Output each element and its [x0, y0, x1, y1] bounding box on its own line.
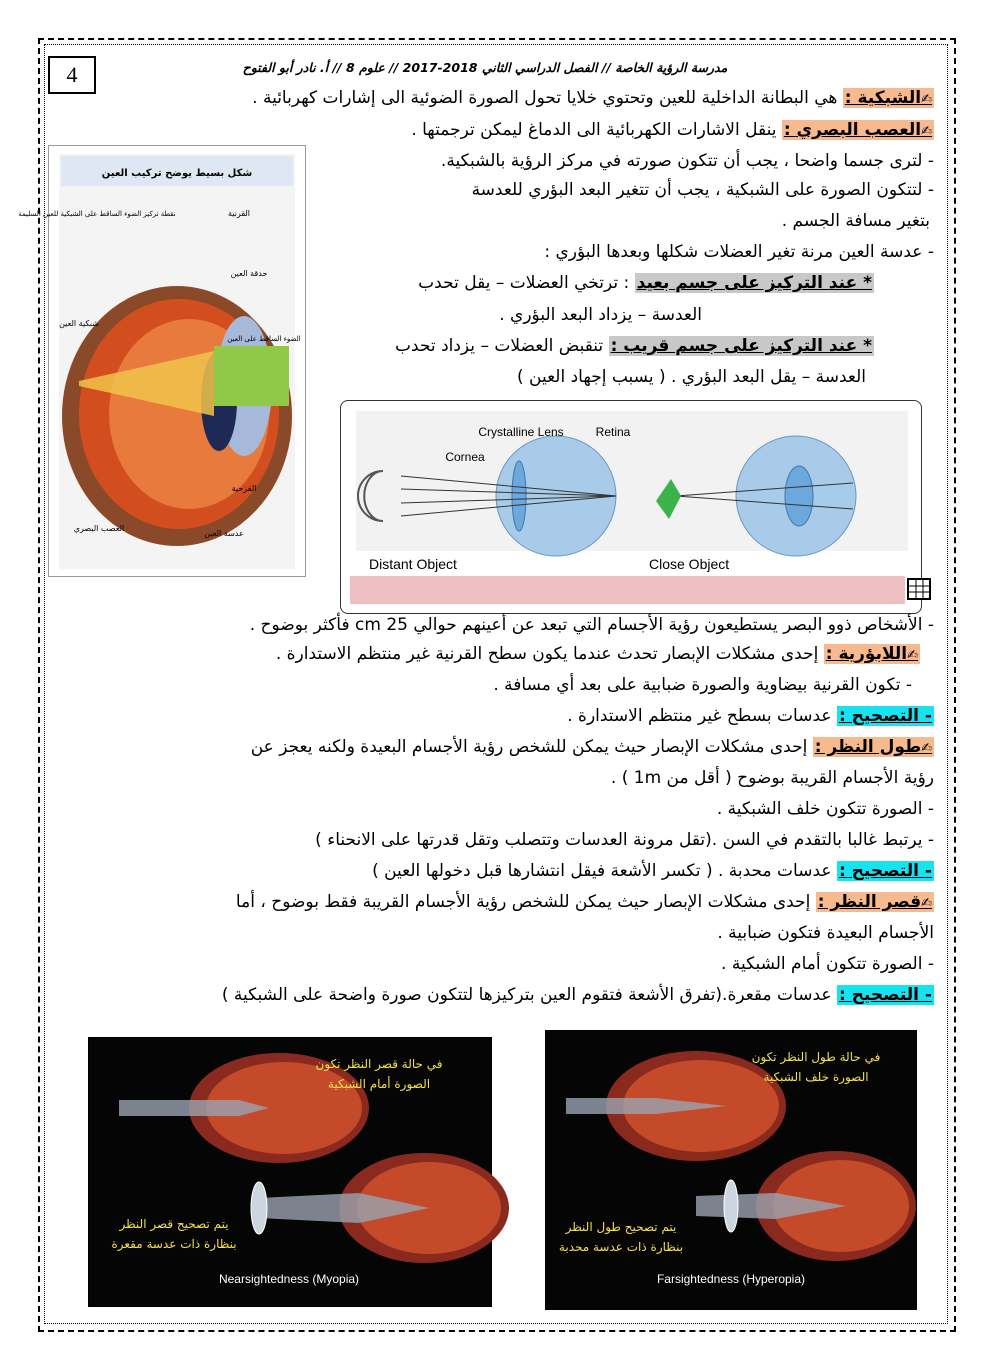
- svg-text:في حالة طول النظر تكون: في حالة طول النظر تكون: [751, 1050, 881, 1064]
- svg-text:في حالة قصر النظر تكون: في حالة قصر النظر تكون: [315, 1057, 443, 1071]
- svg-text:شبكية العين: شبكية العين: [59, 319, 99, 328]
- page-number: 4: [48, 56, 96, 94]
- pen-icon: ✍: [921, 896, 932, 911]
- text-line: - يرتبط غالبا بالتقدم في السن .(تقل مرونة العدسات وتتصلب وتقل قدرتها على الانحناء ): [315, 830, 934, 850]
- near-focus-line: * عند التركيز على جسم قريب : تنقبض العضلات – يزداد تحدب: [395, 336, 872, 356]
- astigmatism-definition: ✍اللابؤرية : إحدى مشكلات الإبصار تحدث عندما يكون سطح القرنية غير منتظم الاستدارة .: [275, 644, 918, 664]
- text-line: - تكون القرنية بيضاوية والصورة ضبابية على بعد أي مسافة .: [493, 675, 912, 695]
- retina-term: ✍الشبكية :: [844, 88, 932, 108]
- svg-text:حدقة العين: حدقة العين: [230, 269, 268, 278]
- svg-text:الصورة أمام الشبكية: الصورة أمام الشبكية: [327, 1077, 431, 1091]
- svg-text:الصورة خلف الشبكية: الصورة خلف الشبكية: [763, 1070, 869, 1084]
- optic-nerve-text: ينقل الاشارات الكهربائية الى الدماغ ليمكن ترجمتها .: [411, 120, 782, 140]
- myopia-definition: ✍قصر النظر : إحدى مشكلات الإبصار حيث يمكن للشخص رؤية الأجسام القريبة فقط بوضوح ، أما: [235, 892, 932, 912]
- section-banner: [350, 576, 905, 604]
- pen-icon: ✍: [921, 741, 932, 756]
- optic-nerve-term: ✍العصب البصري :: [783, 120, 932, 140]
- svg-text:العصب البصري: العصب البصري: [73, 524, 125, 533]
- text-line: - الأشخاص ذوو البصر يستطيعون رؤية الأجسام التي تبعد عن أعينهم حوالي 25 cm فأكثر بوضوح .: [249, 615, 934, 635]
- correction-label: - التصحيح :: [838, 985, 932, 1005]
- myopia-term: ✍قصر النظر :: [817, 892, 932, 912]
- svg-text:Nearsightedness (Myopia): Nearsightedness (Myopia): [218, 1272, 360, 1286]
- correction-label: - التصحيح :: [838, 861, 932, 881]
- svg-text:القزحية: القزحية: [231, 484, 257, 493]
- text-line: العدسة – يقل البعد البؤري . ( يسبب إجهاد العين ): [517, 367, 866, 387]
- text-line: - عدسة العين مرنة تغير العضلات شكلها وبعدها البؤري :: [544, 242, 934, 262]
- svg-text:Cornea: Cornea: [445, 450, 485, 464]
- svg-text:القرنية: القرنية: [227, 209, 251, 218]
- table-icon: [907, 578, 931, 600]
- text-line: - لترى جسما واضحا ، يجب أن تتكون صورته في مركز الرؤية بالشبكية.: [440, 151, 934, 171]
- svg-text:Crystalline Lens: Crystalline Lens: [478, 425, 564, 439]
- far-focus-line: * عند التركيز على جسم بعيد : ترتخي العضلات – يقل تحدب: [418, 273, 872, 293]
- retina-text: هي البطانة الداخلية للعين وتحتوي خلايا تحول الصورة الضوئية الى إشارات كهربائية .: [252, 88, 843, 108]
- pen-icon: ✍: [907, 648, 918, 663]
- correction-label: - التصحيح :: [838, 706, 932, 726]
- astigmatism-term: ✍اللابؤرية :: [825, 644, 918, 664]
- text-line: العدسة – يزداد البعد البؤري .: [499, 305, 702, 325]
- svg-text:يتم تصحيح طول النظر: يتم تصحيح طول النظر: [565, 1220, 677, 1234]
- svg-text:Retina: Retina: [595, 425, 631, 439]
- text-line: رؤية الأجسام القريبة بوضوح ( أقل من 1m ) .: [610, 768, 934, 788]
- myopia-figure: [88, 1037, 492, 1307]
- near-focus-term: * عند التركيز على جسم قريب :: [610, 336, 872, 356]
- svg-text:بنظارة ذات عدسة محدبة: بنظارة ذات عدسة محدبة: [558, 1240, 684, 1254]
- svg-text:بنظارة ذات عدسة مقعرة: بنظارة ذات عدسة مقعرة: [111, 1237, 237, 1251]
- hyperopia-figure: [545, 1030, 917, 1310]
- retina-definition: [252, 85, 934, 113]
- svg-text:نقطة تركيز الضوء الساقط على ال: نقطة تركيز الضوء الساقط على الشبكية للعين السليمة: [18, 210, 176, 218]
- hyperopia-term: ✍طول النظر :: [814, 737, 932, 757]
- svg-text:Distant Object: Distant Object: [369, 556, 457, 572]
- svg-text:Farsightedness (Hyperopia): Farsightedness (Hyperopia): [656, 1272, 806, 1286]
- optic-nerve-definition: [411, 117, 934, 145]
- svg-text:يتم تصحيح قصر النظر: يتم تصحيح قصر النظر: [119, 1217, 229, 1231]
- svg-text:الضوء الساقط على العين: الضوء الساقط على العين: [227, 335, 301, 343]
- pen-icon: ✍: [921, 92, 932, 107]
- eye-structure-diagram: [18, 145, 306, 577]
- astigmatism-correction: - التصحيح : عدسات بسطح غير منتظم الاستدارة .: [567, 706, 932, 726]
- page-header: مدرسة الرؤية الخاصة // الفصل الدراسي الثاني 2018-2017 // علوم 8 // أ. نادر أبو الفتوح: [242, 60, 728, 75]
- eye-diagram-title: شكل بسيط يوضح تركيب العين: [101, 168, 253, 179]
- far-focus-term: * عند التركيز على جسم بعيد: [636, 273, 872, 293]
- svg-text:عدسة العين: عدسة العين: [204, 529, 244, 538]
- pen-icon: ✍: [921, 124, 932, 139]
- myopia-correction: - التصحيح : عدسات مقعرة.(تفرق الأشعة فتقوم العين بتركيزها لتتكون صورة واضحة على الشبكية ): [221, 985, 932, 1005]
- hyperopia-definition: ✍طول النظر : إحدى مشكلات الإبصار حيث يمكن للشخص رؤية الأجسام البعيدة ولكنه يعجز عن: [250, 737, 932, 757]
- text-line: بتغير مسافة الجسم .: [781, 211, 930, 231]
- text-line: - الصورة تتكون أمام الشبكية .: [721, 954, 934, 974]
- text-line: - لتتكون الصورة على الشبكية ، يجب أن تتغير البعد البؤري للعدسة: [471, 180, 934, 200]
- hyperopia-correction: - التصحيح : عدسات محدبة . ( تكسر الأشعة فيقل انتشارها قبل دخولها العين ): [372, 861, 932, 881]
- text-line: الأجسام البعيدة فتكون ضبابية .: [717, 923, 934, 943]
- svg-text:Close Object: Close Object: [649, 556, 730, 572]
- text-line: - الصورة تتكون خلف الشبكية .: [716, 799, 934, 819]
